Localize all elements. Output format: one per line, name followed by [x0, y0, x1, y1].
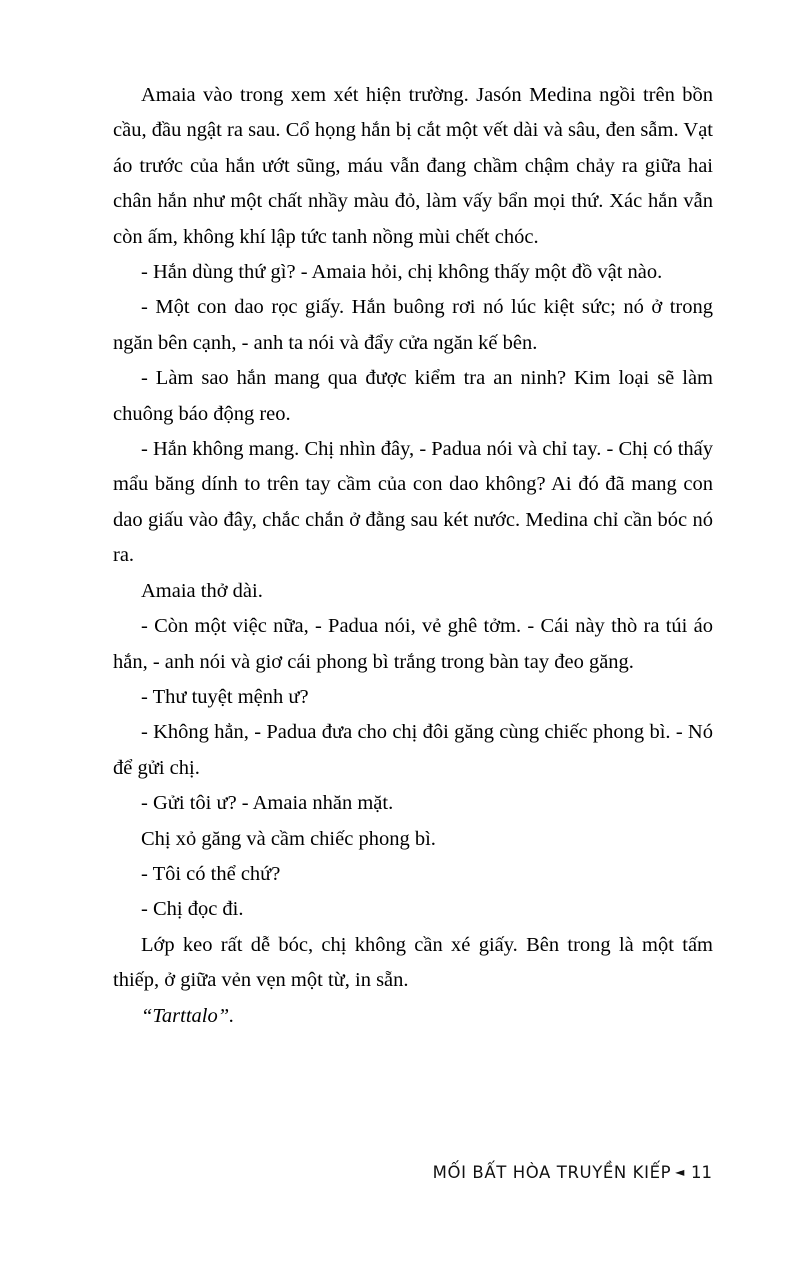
paragraph: - Thư tuyệt mệnh ư?	[141, 685, 309, 708]
paragraph: - Không hẳn, - Padua đưa cho chị đôi găng cùng chiếc phong bì. - Nó để gửi chị.	[113, 721, 713, 779]
paragraph: Lớp keo rất dễ bóc, chị không cần xé giấy. Bên trong là một tấm thiếp, ở giữa vẻn vẹn một từ, in sẵn.	[113, 933, 713, 992]
paragraph: - Hắn không mang. Chị nhìn đây, - Padua nói và chỉ tay. - Chị có thấy mẩu băng dính to trên tay cầm của con dao không? Ai đó đã mang con dao giấu vào đây, chắc chắn ở đằng sau két nước. Medina chỉ cần bóc nó ra.	[113, 438, 713, 567]
paragraph: - Một con dao rọc giấy. Hắn buông rơi nó lúc kiệt sức; nó ở trong ngăn bên cạnh, - anh ta nói và đẩy cửa ngăn kế bên.	[113, 296, 713, 354]
paragraph: Amaia vào trong xem xét hiện trường. Jasón Medina ngồi trên bồn cầu, đầu ngật ra sau. Cổ họng hắn bị cắt một vết dài và sâu, đen sẫm. Vạt áo trước của hắn ướt sũng, máu vẫn đang chầm chậm chảy ra giữa hai chân hắn như một chất nhầy màu đỏ, làm vấy bẩn mọi thứ. Xác hắn vẫn còn ấm, không khí lập tức tanh nồng mùi chết chóc.	[113, 84, 713, 248]
page-footer	[0, 1163, 800, 1182]
paragraph: - Còn một việc nữa, - Padua nói, vẻ ghê tởm. - Cái này thò ra túi áo hắn, - anh nói và giơ cái phong bì trắng trong bàn tay đeo găng.	[113, 615, 713, 673]
paragraph: - Làm sao hắn mang qua được kiểm tra an ninh? Kim loại sẽ làm chuông báo động reo.	[113, 367, 713, 425]
paragraph: - Hắn dùng thứ gì? - Amaia hỏi, chị không thấy một đồ vật nào.	[141, 261, 663, 284]
footer-book-title: MỐI BẤT HÒA TRUYỀN KIẾP	[432, 1163, 672, 1182]
paragraph: - Gửi tôi ư? - Amaia nhăn mặt.	[141, 792, 394, 815]
page-number: 11	[691, 1163, 712, 1182]
paragraph: - Chị đọc đi.	[141, 898, 244, 921]
paragraph: Chị xỏ găng và cầm chiếc phong bì.	[141, 827, 436, 850]
page-text-block	[113, 78, 713, 1034]
paragraph: Amaia thở dài.	[141, 579, 263, 602]
triangle-left-icon: ◄	[675, 1165, 685, 1179]
paragraph: - Tôi có thể chứ?	[141, 862, 281, 885]
paragraph-italic-quote: “Tarttalo”.	[141, 1004, 235, 1027]
